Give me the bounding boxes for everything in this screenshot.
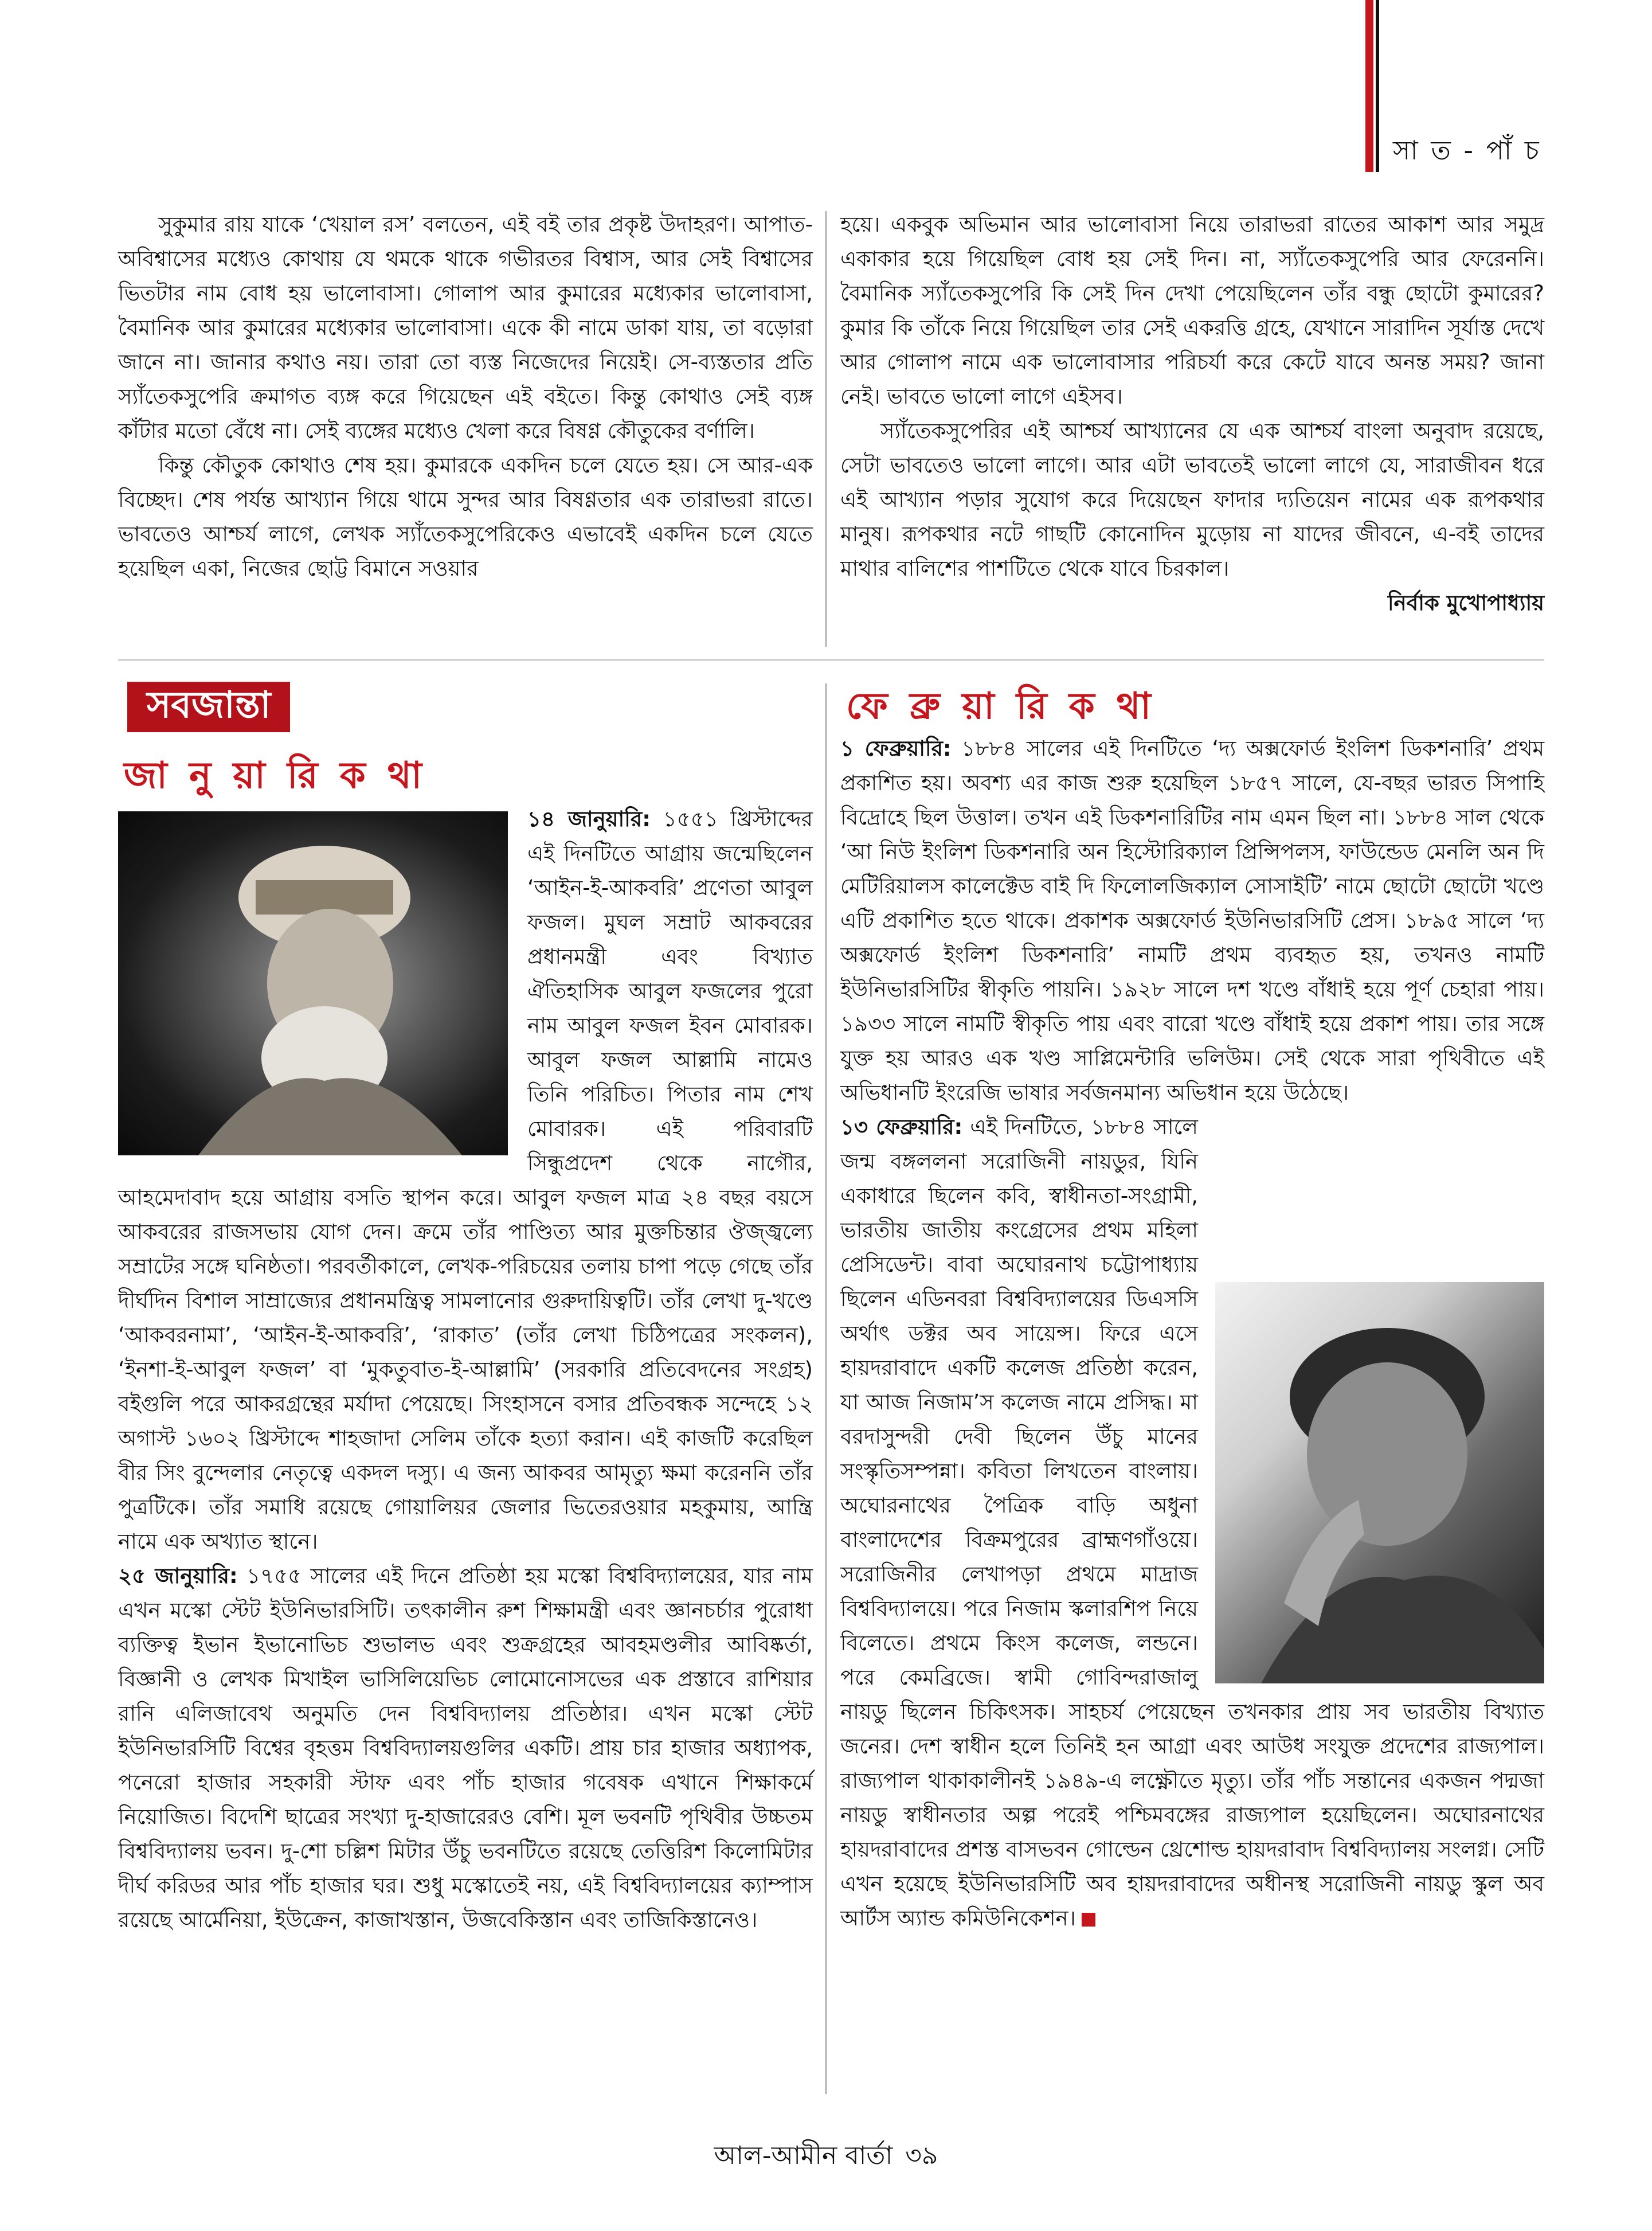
footer (0, 2136, 1652, 2178)
portrait-illustration (118, 811, 508, 1155)
abul-fazl-portrait (118, 811, 508, 1155)
jan25-text: ১৭৫৫ সালের এই দিনে প্রতিষ্ঠা হয় মস্কো বিশ্ববিদ্যালয়ের, যার নাম এখন মস্কো স্টেট ইউনিভারসিটি। তৎকালীন রুশ শিক্ষামন্ত্রী এবং জ্ঞানচর্চার পুরোধা ব্যক্তিত্ব ইভান ইভানোভিচ শুভালভ এবং শুক্রগ্রহের আবহমণ্ডলীর আবিষ্কর্তা, বিজ্ঞানী ও লেখক মিখাইল ভাসিলিয়েভিচ লোমোনোসভের এক প্রস্তাবে রাশিয়ার রানি এলিজাবেথ অনুমতি দেন বিশ্ববিদ্যালয় প্রতিষ্ঠার। এখন মস্কো স্টেট ইউনিভারসিটি বিশ্বের বৃহত্তম বিশ্ববিদ্যালয়গুলির একটি। প্রায় চার হাজার অধ্যাপক, পনেরো হাজার সহকারী স্টাফ এবং পাঁচ হাজার গবেষক এখানে শিক্ষাকর্মে নিয়োজিত। বিদেশি ছাত্রের সংখ্যা দু-হাজারেরও বেশি। মূল ভবনটি পৃথিবীর উচ্চতম বিশ্ববিদ্যালয় ভবন। দু-শো চল্লিশ মিটার উঁচু ভবনটিতে রয়েছে তেত্তিরিশ কিলোমিটার দীর্ঘ করিডর আর পাঁচ হাজার ঘর। শুধু মস্কোতেই নয়, এই বিশ্ববিদ্যালয়ের ক্যাম্পাস রয়েছে আর্মেনিয়া, ইউক্রেন, কাজাখস্তান, উজবেকিস্তান এবং তাজিকিস্তানেও। (118, 1563, 813, 1932)
section-tag (127, 683, 290, 728)
section-divider (118, 659, 1544, 661)
header-red-bar (1365, 0, 1373, 172)
top-article-right-column (840, 208, 1544, 620)
header-black-bar (1376, 0, 1379, 172)
january-body (118, 802, 813, 1937)
bottom-column-divider (825, 683, 827, 2094)
top-column-divider (825, 211, 827, 647)
feb1-label: ১ ফেব্রুয়ারি: (840, 736, 952, 761)
jan25-label: ২৫ জানুয়ারি: (118, 1563, 238, 1588)
top-article-left-column (118, 208, 813, 586)
portrait-illustration-2 (1215, 1282, 1544, 1683)
end-mark-icon (1082, 1913, 1095, 1927)
section-label: সা ত - পাঁ চ (1393, 135, 1541, 166)
top-left-paragraph-1: সুকুমার রায় যাকে ‘খেয়াল রস’ বলতেন, এই বই তার প্রকৃষ্ট উদাহরণ। আপাত-অবিশ্বাসের মধ্যেও কোথায় যে থমকে থাকে গভীরতর বিশ্বাস, আর সেই বিশ্বাসের ভিতটার নাম বোধ হয় ভালোবাসা। গোলাপ আর কুমারের মধ্যেকার ভালোবাসা, বৈমানিক আর কুমারের মধ্যেকার ভালোবাসা। একে কী নামে ডাকা যায়, তা বড়োরা জানে না। জানার কথাও নয়। তারা তো ব্যস্ত নিজেদের নিয়েই। সে-ব্যস্ততার প্রতি স্যাঁতেকসুপেরি ক্রমাগত ব্যঙ্গ করে গিয়েছেন এই বইতে। কিন্তু কোথাও সেই ব্যঙ্গ কাঁটার মতো বেঁধে না। সেই ব্যঙ্গের মধ্যেও খেলা করে বিষণ্ণ কৌতুকের বর্ণালি। (118, 212, 813, 443)
february-body (840, 732, 1544, 1936)
feb13-text: এই দিনটিতে, ১৮৮৪ সালে জন্ম বঙ্গললনা সরোজিনী নায়ডুর, যিনি একাধারে ছিলেন কবি, স্বাধীনতা-সংগ্রামী, ভারতীয় জাতীয় কংগ্রেসের প্রথম মহিলা প্রেসিডেন্ট। বাবা অঘোরনাথ চট্টোপাধ্যায় ছিলেন এডিনবরা বিশ্ববিদ্যালয়ের ডিএসসি অর্থাৎ ডক্টর অব সায়েন্স। ফিরে এসে হায়দরাবাদে একটি কলেজ প্রতিষ্ঠা করেন, যা আজ নিজাম’স কলেজ নামে প্রসিদ্ধ। মা বরদাসুন্দরী দেবী ছিলেন উঁচু মানের সংস্কৃতিসম্পন্না। কবিতা লিখতেন বাংলায়। অঘোরনাথের পৈত্রিক বাড়ি অধুনা বাংলাদেশের বিক্রমপুরের ব্রাহ্মণগাঁওয়ে। সরোজিনীর লেখাপড়া প্রথমে মাদ্রাজ বিশ্ববিদ্যালয়ে। পরে নিজাম স্কলারশিপ নিয়ে বিলেতে। প্রথমে কিংস কলেজ, লন্ডনে। পরে কেমব্রিজে। স্বামী গোবিন্দরাজালু নায়ডু ছিলেন চিকিৎসক। সাহচর্য পেয়েছেন তখনকার প্রায় সব ভারতীয় বিখ্যাত জনের। দেশ স্বাধীন হলে তিনিই হন আগ্রা এবং আউধ সংযুক্ত প্রদেশের রাজ্যপাল। রাজ্যপাল থাকাকালীনই ১৯৪৯-এ লক্ষ্ণৌতে মৃত্যু। তাঁর পাঁচ সন্তানের একজন পদ্মজা নায়ডু স্বাধীনতার অল্প পরেই পশ্চিমবঙ্গের রাজ্যপাল হয়েছিলেন। অঘোরনাথের হায়দরাবাদের প্রশস্ত বাসভবন গোল্ডেন থ্রেশোল্ড হায়দরাবাদ বিশ্ববিদ্যালয় সংলগ্ন। সেটি এখন হয়েছে ইউনিভারসিটি অব হায়দরাবাদের অধীনস্থ সরোজিনী নায়ডু স্কুল অব আর্টস অ্যান্ড কমিউনিকেশন। (840, 1115, 1544, 1931)
section-tag-label: সবজান্তা (127, 682, 290, 732)
jan14-text: ১৫৫১ খ্রিস্টাব্দের এই দিনটিতে আগ্রায় জন্মেছিলেন ‘আইন-ই-আকবরি’ প্রণেতা আবুল ফজল। মুঘল সম্রাট আকবরের প্রধানমন্ত্রী এবং বিখ্যাত ঐতিহাসিক আবুল ফজলের পুরো নাম আবুল ফজল ইবন মোবারক। আবুল ফজল আল্লামি নামেও তিনি পরিচিত। পিতার নাম শেখ মোবারক। এই পরিবারটি সিন্ধুপ্রদেশ থেকে নাগৌর, আহমেদাবাদ হয়ে আগ্রায় বসতি স্থাপন করে। আবুল ফজল মাত্র ২৪ বছর বয়সে আকবরের রাজসভায় যোগ দেন। ক্রমে তাঁর পাণ্ডিত্য আর মুক্তচিন্তার ঔজ্জ্বল্যে সম্রাটের সঙ্গে ঘনিষ্ঠতা। পরবর্তীকালে, লেখক-পরিচয়ের তলায় চাপা পড়ে গেছে তাঁর দীর্ঘদিন বিশাল সাম্রাজ্যের প্রধানমন্ত্রিত্ব সামলানোর গুরুদায়িত্বটি। তাঁর লেখা দু-খণ্ডে ‘আকবরনামা’, ‘আইন-ই-আকবরি’, ‘রাকাত’ (তাঁর লেখা চিঠিপত্রের সংকলন), ‘ইনশা-ই-আবুল ফজল’ বা ‘মুকতুবাত-ই-আল্লামি’ (সরকারি প্রতিবেদনের সংগ্রহ) বইগুলি পরে আকরগ্রন্থের মর্যাদা পেয়েছে। সিংহাসনে বসার প্রতিবন্ধক সন্দেহে ১২ অগাস্ট ১৬০২ খ্রিস্টাব্দে শাহজাদা সেলিম তাঁকে হত্যা করান। এই কাজটি করেছিল বীর সিং বুন্দেলার নেতৃত্বে একদল দস্যু। এ জন্য আকবর আমৃত্যু ক্ষমা করেননি তাঁর পুত্রটিকে। তাঁর সমাধি রয়েছে গোয়ালিয়র জেলার ভিতেরওয়ার মহকুমায়, আন্ত্রি নামে এক অখ্যাত স্থানে। (118, 806, 813, 1554)
footer-publication: আল-আমীন বার্তা (714, 2141, 893, 2170)
feb1-text: ১৮৮৪ সালের এই দিনটিতে ‘দ্য অক্সফোর্ড ইংলিশ ডিকশনারি’ প্রথম প্রকাশিত হয়। অবশ্য এর কাজ শুরু হয়েছিল ১৮৫৭ সালে, যে-বছর ভারত সিপাহি বিদ্রোহে ছিল উত্তাল। তখন এই ডিকশনারিটির নাম এমন ছিল না। ১৮৮৪ সাল থেকে ‘আ নিউ ইংলিশ ডিকশনারি অন হিস্টোরিক্যাল প্রিন্সিপলস, ফাউন্ডেড মেনলি অন দি মেটিরিয়ালস কালেক্টেড বাই দি ফিলোলজিক্যাল সোসাইটি’ নামে ছোটো ছোটো খণ্ডে এটি প্রকাশিত হতে থাকে। প্রকাশক অক্সফোর্ড ইউনিভারসিটি প্রেস। ১৮৯৫ সালে ‘দ্য অক্সফোর্ড ইংলিশ ডিকশনারি’ নামটি প্রথম ব্যবহৃত হয়, তখনও নামটি ইউনিভারসিটির স্বীকৃতি পায়নি। ১৯২৮ সালে দশ খণ্ডে বাঁধাই হয়ে পূর্ণ চেহারা পায়। ১৯৩৩ সালে নামটি স্বীকৃতি পায় এবং বারো খণ্ডে বাঁধাই হয়ে প্রকাশ পায়। তার সঙ্গে যুক্ত হয় আরও এক খণ্ড সাপ্লিমেন্টারি ভলিউম। সেই থেকে সারা পৃথিবীতে এই অভিধানটি ইংরেজি ভাষার সর্বজনমান্য অভিধান হয়ে উঠেছে। (840, 736, 1544, 1105)
sarojini-naidu-portrait (1215, 1282, 1544, 1683)
top-left-paragraph-2: কিন্তু কৌতুক কোথাও শেষ হয়। কুমারকে একদিন চলে যেতে হয়। সে আর-এক বিচ্ছেদ। শেষ পর্যন্ত আখ্যান গিয়ে থামে সুন্দর আর বিষণ্ণতার এক তারাভরা রাতে। ভাবতেও আশ্চর্য লাগে, লেখক স্যাঁতেকসুপেরিকেও এভাবেই একদিন চলে যেতে হয়েছিল একা, নিজের ছোট্ট বিমানে সওয়ার (118, 453, 813, 581)
article-author: নির্বাক মুখোপাধ্যায় (1387, 591, 1544, 615)
top-right-paragraph-1: হয়ে। একবুক অভিমান আর ভালোবাসা নিয়ে তারাভরা রাতের আকাশ আর সমুদ্র একাকার হয়ে গিয়েছিল বোধ হয় সেই দিন। না, স্যাঁতেকসুপেরি আর ফেরেননি। বৈমানিক স্যাঁতেকসুপেরি কি সেই দিন দেখা পেয়েছিলেন তাঁর বন্ধু ছোটো কুমারের? কুমার কি তাঁকে নিয়ে গিয়েছিল তার সেই একরত্তি গ্রহে, যেখানে সারাদিন সূর্যাস্ত দেখে আর গোলাপ নামে এক ভালোবাসার পরিচর্যা করে কেটে যাবে অনন্ত সময়? জানা নেই। ভাবতে ভালো লাগে এইসব। (840, 212, 1544, 409)
february-heading: ফে ব্রু য়া রি ক থা (846, 685, 1156, 728)
left-section (118, 683, 813, 1937)
page-number: ৩৯ (905, 2141, 938, 2170)
top-right-paragraph-2: স্যাঁতেকসুপেরির এই আশ্চর্য আখ্যানের যে এক আশ্চর্য বাংলা অনুবাদ রয়েছে, সেটা ভাবতেও ভালো লাগে। আর এটা ভাবতেই ভালো লাগে যে, সারাজীবন ধরে এই আখ্যান পড়ার সুযোগ করে দিয়েছেন ফাদার দ্যতিয়েন নামের এক রূপকথার মানুষ। রূপকথার নটে গাছটি কোনোদিন মুড়োয় না যাদের জীবনে, এ-বই তাদের মাথার বালিশের পাশটিতে থেকে যাবে চিরকাল। (840, 419, 1544, 581)
january-heading: জা নু য়া রি ক থা (124, 754, 426, 797)
feb13-label: ১৩ ফেব্রুয়ারি: (840, 1115, 963, 1139)
jan14-label: ১৪ জানুয়ারি: (527, 806, 651, 831)
right-section (840, 685, 1544, 1936)
